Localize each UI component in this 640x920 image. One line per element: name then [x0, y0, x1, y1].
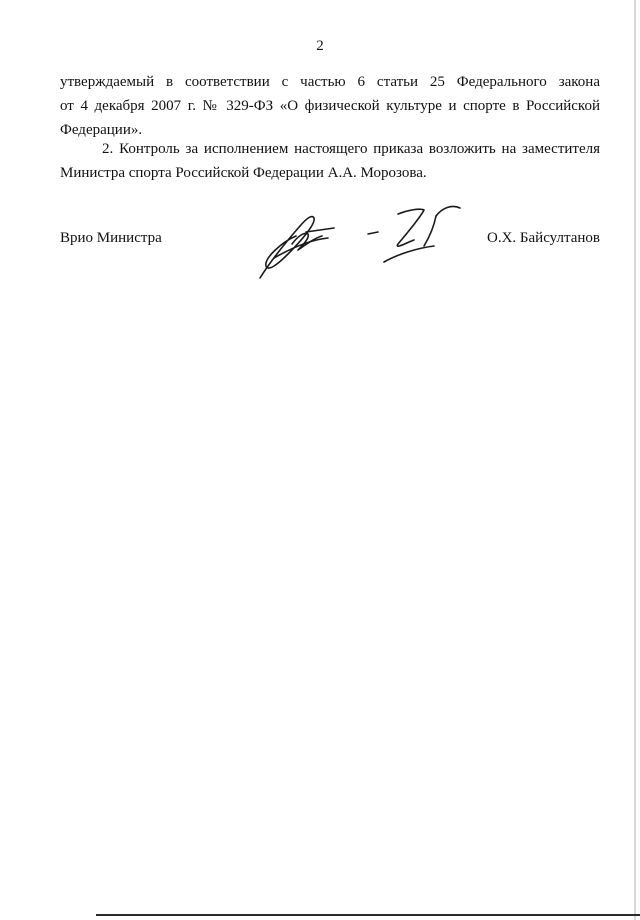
- paragraph-line: 2. Контроль за исполнением настоящего приказа возложить на заместителя: [102, 141, 600, 157]
- paragraph-line: Министра спорта Российской Федерации А.А. Морозова.: [60, 165, 427, 181]
- signer-position: Врио Министра: [60, 230, 162, 246]
- signer-name: О.Х. Байсултанов: [486, 230, 600, 246]
- paragraph-line: Федерации».: [60, 122, 143, 138]
- page-number: 2: [316, 38, 324, 54]
- paragraph-item-2: [60, 137, 600, 185]
- scan-edge: [634, 0, 636, 920]
- paragraph-line: утверждаемый в соответствии с частью 6 статьи 25 Федерального закона: [60, 74, 600, 90]
- handwritten-signature-icon: [248, 192, 478, 292]
- paragraph-continuation: [60, 70, 600, 142]
- scan-edge: [96, 914, 640, 916]
- paragraph-line: от 4 декабря 2007 г. № 329-ФЗ «О физической культуре и спорте в Российской: [60, 98, 600, 114]
